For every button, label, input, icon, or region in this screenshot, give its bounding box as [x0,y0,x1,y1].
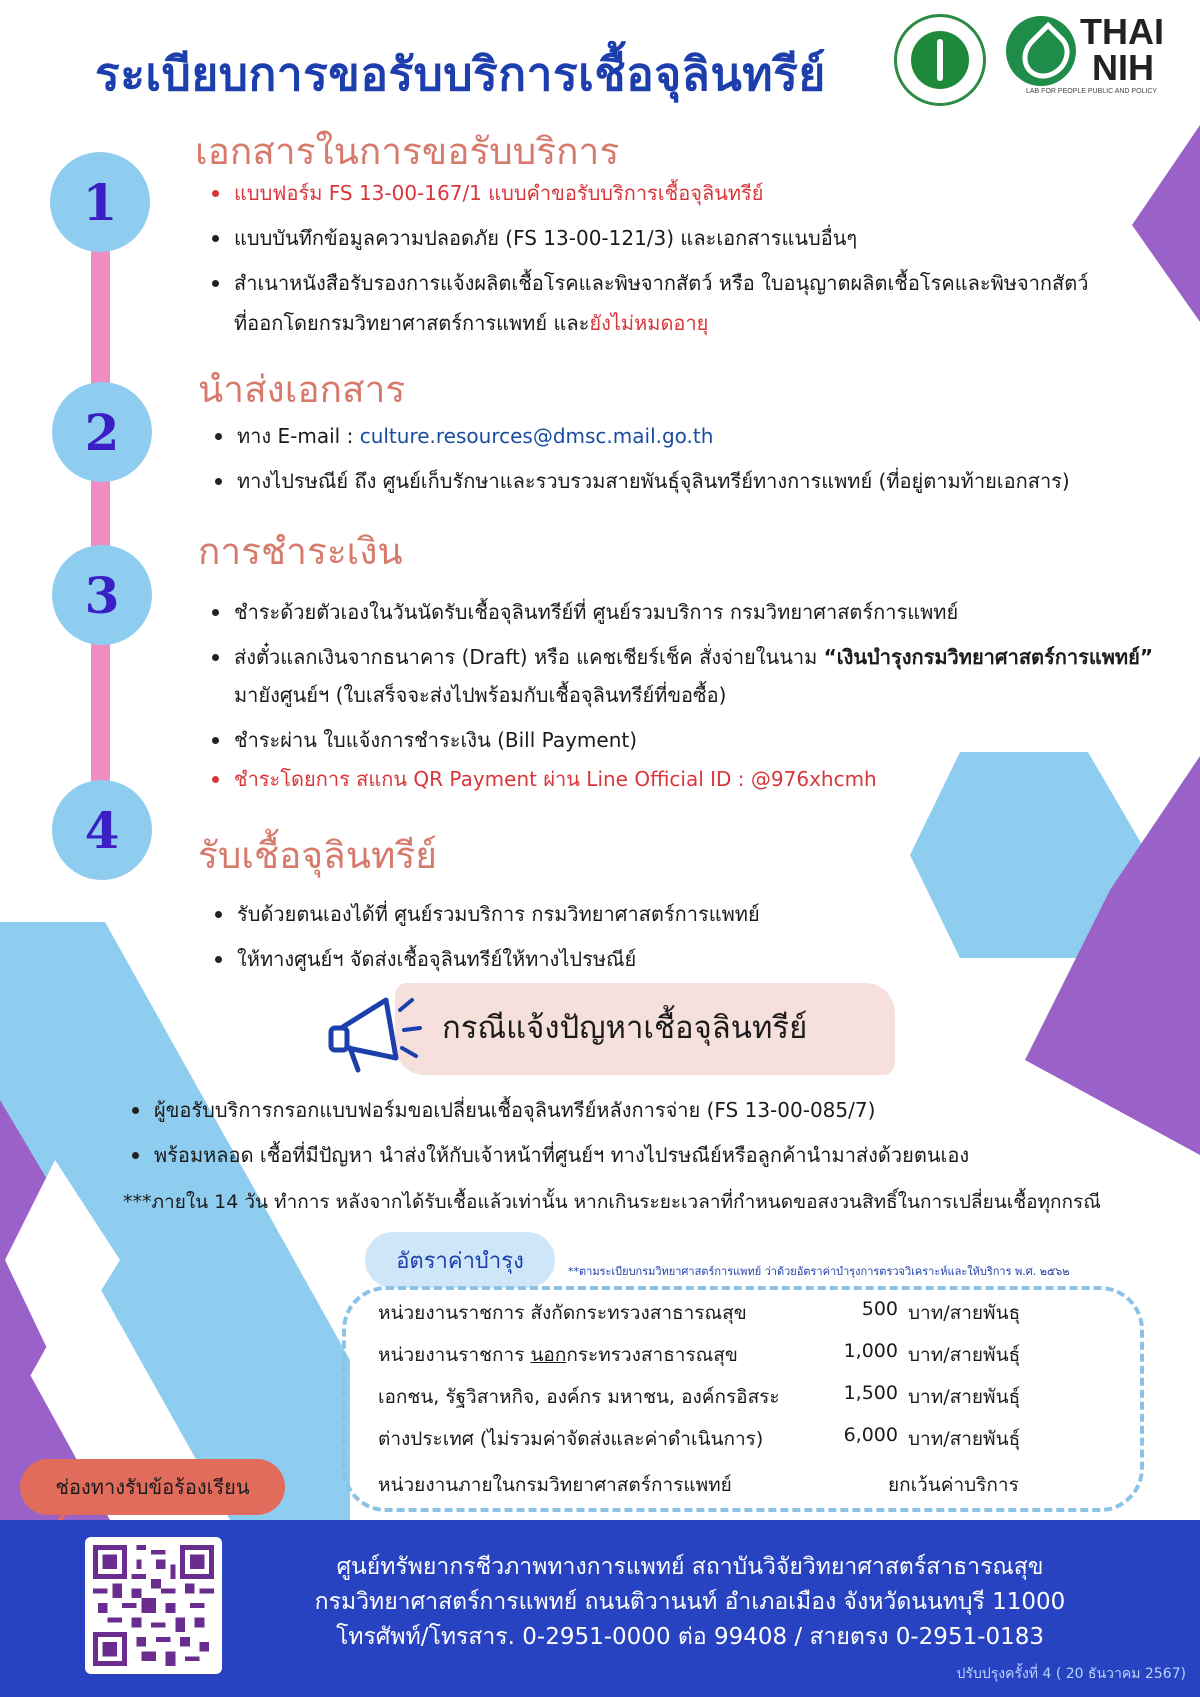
payment-list [210,596,1153,674]
step-1-circle: 1 [50,152,150,252]
rate-row-internal [378,1470,1098,1502]
megaphone-icon [328,988,423,1078]
problem-list [130,1094,969,1172]
rate-value: 1,000 [843,1340,898,1362]
rate-value: 6,000 [843,1424,898,1446]
receive-item-self: รับด้วยตนเองได้ที่ ศูนย์รวมบริการ กรมวิทยาศาสตร์การแพทย์ [213,898,760,931]
footer-org-line: ศูนย์ทรัพยากรชีวภาพทางการแพทย์ สถาบันวิจัยวิทยาศาสตร์สาธารณสุข [336,1554,1044,1580]
payment-item-qr: ชำระโดยการ สแกน QR Payment ผ่าน Line Official ID : @976xhcmh [210,763,877,796]
problem-item-form: ผู้ขอรับบริการกรอกแบบฟอร์มขอเปลี่ยนเชื้อจุลินทรีย์หลังการจ่าย (FS 13-00-085/7) [130,1094,969,1127]
rate-unit: บาท/สายพันธุ [908,1302,1021,1324]
rate-name: หน่วยงานภายในกรมวิทยาศาสตร์การแพทย์ [378,1474,732,1496]
rate-row-other-gov [378,1340,1098,1372]
rates-regulation-note: **ตามระเบียบกรมวิทยาศาสตร์การแพทย์ ว่าด้วยอัตราค่าบำรุงการตรวจวิเคราะห์และให้บริการ พ.ศ. ๒๕๖๒ [568,1265,1070,1278]
moph-logo [894,14,986,106]
section-documents-heading: เอกสารในการขอรับบริการ [195,130,620,173]
documents-not-expired: ยังไม่หมดอายุ [589,311,709,335]
payment-item-in-person: ชำระด้วยตัวเองในวันนัดรับเชื้อจุลินทรีย์ที่ ศูนย์รวมบริการ กรมวิทยาศาสตร์การแพทย์ [210,596,1153,629]
payment-item-draft [210,641,1153,674]
section-payment-heading: การชำระเงิน [198,530,403,573]
step-4-circle: 4 [52,780,152,880]
rate-row-foreign [378,1424,1098,1456]
problem-note: ***ภายใน 14 วัน ทำการ หลังจากได้รับเชื้อแล้วเท่านั้น หากเกินระยะเวลาที่กำหนดขอสงวนสิทธิ์ในการเปลี่ยนเชื้อทุกกรณี [123,1191,1101,1213]
payment-draft-payee: “เงินบำรุงกรมวิทยาศาสตร์การแพทย์” [823,645,1153,669]
rates-title-pill: อัตราค่าบำรุง [365,1232,555,1288]
receive-list [213,898,760,976]
rate-value: 500 [861,1298,898,1320]
caduceus-icon [911,31,969,89]
thai-nih-logo-line1: THAI [1080,11,1164,52]
qr-code-icon [93,1545,214,1666]
complaint-channel-label: ช่องทางรับข้อร้องเรียน [20,1459,285,1515]
documents-item-license-cont [234,307,708,340]
rate-unit: บาท/สายพันธุ์ [908,1386,1021,1408]
timeline-bar [91,200,110,830]
rate-value: 1,500 [843,1382,898,1404]
payment-draft-text: ส่งตั๋วแลกเงินจากธนาคาร (Draft) หรือ แคชเชียร์เช็ค สั่งจ่ายในนาม [234,645,824,669]
receive-item-post: ให้ทางศูนย์ฯ จัดส่งเชื้อจุลินทรีย์ให้ทางไปรษณีย์ [213,943,760,976]
complaint-qr-code[interactable] [85,1537,222,1674]
documents-list [210,177,1088,300]
rate-name-outside: นอก [530,1344,567,1366]
rate-unit: บาท/สายพันธุ์ [908,1428,1021,1450]
rate-name: ต่างประเทศ (ไม่รวมค่าจัดส่งและค่าดำเนินการ) [378,1428,764,1450]
footer-address-line: กรมวิทยาศาสตร์การแพทย์ ถนนติวานนท์ อำเภอเมือง จังหวัดนนทบุรี 11000 [314,1589,1066,1615]
documents-item-safety: แบบบันทึกข้อมูลความปลอดภัย (FS 13-00-121/3) และเอกสารแนบอื่นๆ [210,222,1088,255]
submit-email-prefix: ทาง E-mail : [237,424,360,448]
rate-name: หน่วยงานราชการ สังกัดกระทรวงสาธารณสุข [378,1302,747,1324]
payment-list-2 [210,724,877,796]
step-3-circle: 3 [52,545,152,645]
rate-unit: บาท/สายพันธุ์ [908,1344,1021,1366]
rate-name-pre: หน่วยงานราชการ [378,1344,531,1366]
purple-shape-top-right [1132,125,1200,322]
section-submit-heading: นำส่งเอกสาร [198,368,406,411]
section-receive-heading: รับเชื้อจุลินทรีย์ [198,834,437,877]
thai-nih-tagline: LAB FOR PEOPLE PUBLIC AND POLICY [1026,88,1158,95]
problem-item-tube: พร้อมหลอด เชื้อที่มีปัญหา นำส่งให้กับเจ้าหน้าที่ศูนย์ฯ ทางไปรษณีย์หรือลูกค้านำมาส่งด้วยตนเอง [130,1139,969,1172]
submit-list [213,420,1070,498]
thai-nih-logo-mark [1006,16,1076,86]
rate-name [378,1340,738,1370]
submit-item-post: ทางไปรษณีย์ ถึง ศูนย์เก็บรักษาและรวบรวมสายพันธุ์จุลินทรีย์ทางการแพทย์ (ที่อยู่ตามท้ายเอกสาร) [213,465,1070,498]
rate-name-post: กระทรวงสาธารณสุข [566,1344,738,1366]
rate-exempt: ยกเว้นค่าบริการ [888,1474,1019,1496]
documents-item-license: สำเนาหนังสือรับรองการแจ้งผลิตเชื้อโรคและพิษจากสัตว์ หรือ ใบอนุญาตผลิตเชื้อโรคและพิษจากสัตว์ [210,267,1088,300]
step-2-circle: 2 [52,382,152,482]
problem-banner-title: กรณีแจ้งปัญหาเชื้อจุลินทรีย์ [442,1010,808,1046]
rate-row-private [378,1382,1098,1414]
payment-item-bill: ชำระผ่าน ใบแจ้งการชำระเงิน (Bill Payment) [210,724,877,757]
revision-note: ปรับปรุงครั้งที่ 4 ( 20 ธันวาคม 2567) [956,1666,1186,1682]
documents-license-cont-text: ที่ออกโดยกรมวิทยาศาสตร์การแพทย์ และ [234,311,590,335]
submit-item-email [213,420,1070,453]
documents-item-form: แบบฟอร์ม FS 13-00-167/1 แบบคำขอรับบริการเชื้อจุลินทรีย์ [210,177,1088,210]
rate-row-moph [378,1298,1098,1330]
submit-email-link[interactable]: culture.resources@dmsc.mail.go.th [359,424,714,448]
thai-nih-logo-line2: NIH [1092,47,1154,88]
footer-phone-line: โทรศัพท์/โทรสาร. 0-2951-0000 ต่อ 99408 / สายตรง 0-2951-0183 [335,1624,1045,1650]
payment-draft-cont: มายังศูนย์ฯ (ใบเสร็จจะส่งไปพร้อมกับเชื้อจุลินทรีย์ที่ขอซื้อ) [234,683,727,707]
page-title: ระเบียบการขอรับบริการเชื้อจุลินทรีย์ [95,47,826,101]
rate-name: เอกชน, รัฐวิสาหกิจ, องค์กร มหาชน, องค์กรอิสระ [378,1386,780,1408]
